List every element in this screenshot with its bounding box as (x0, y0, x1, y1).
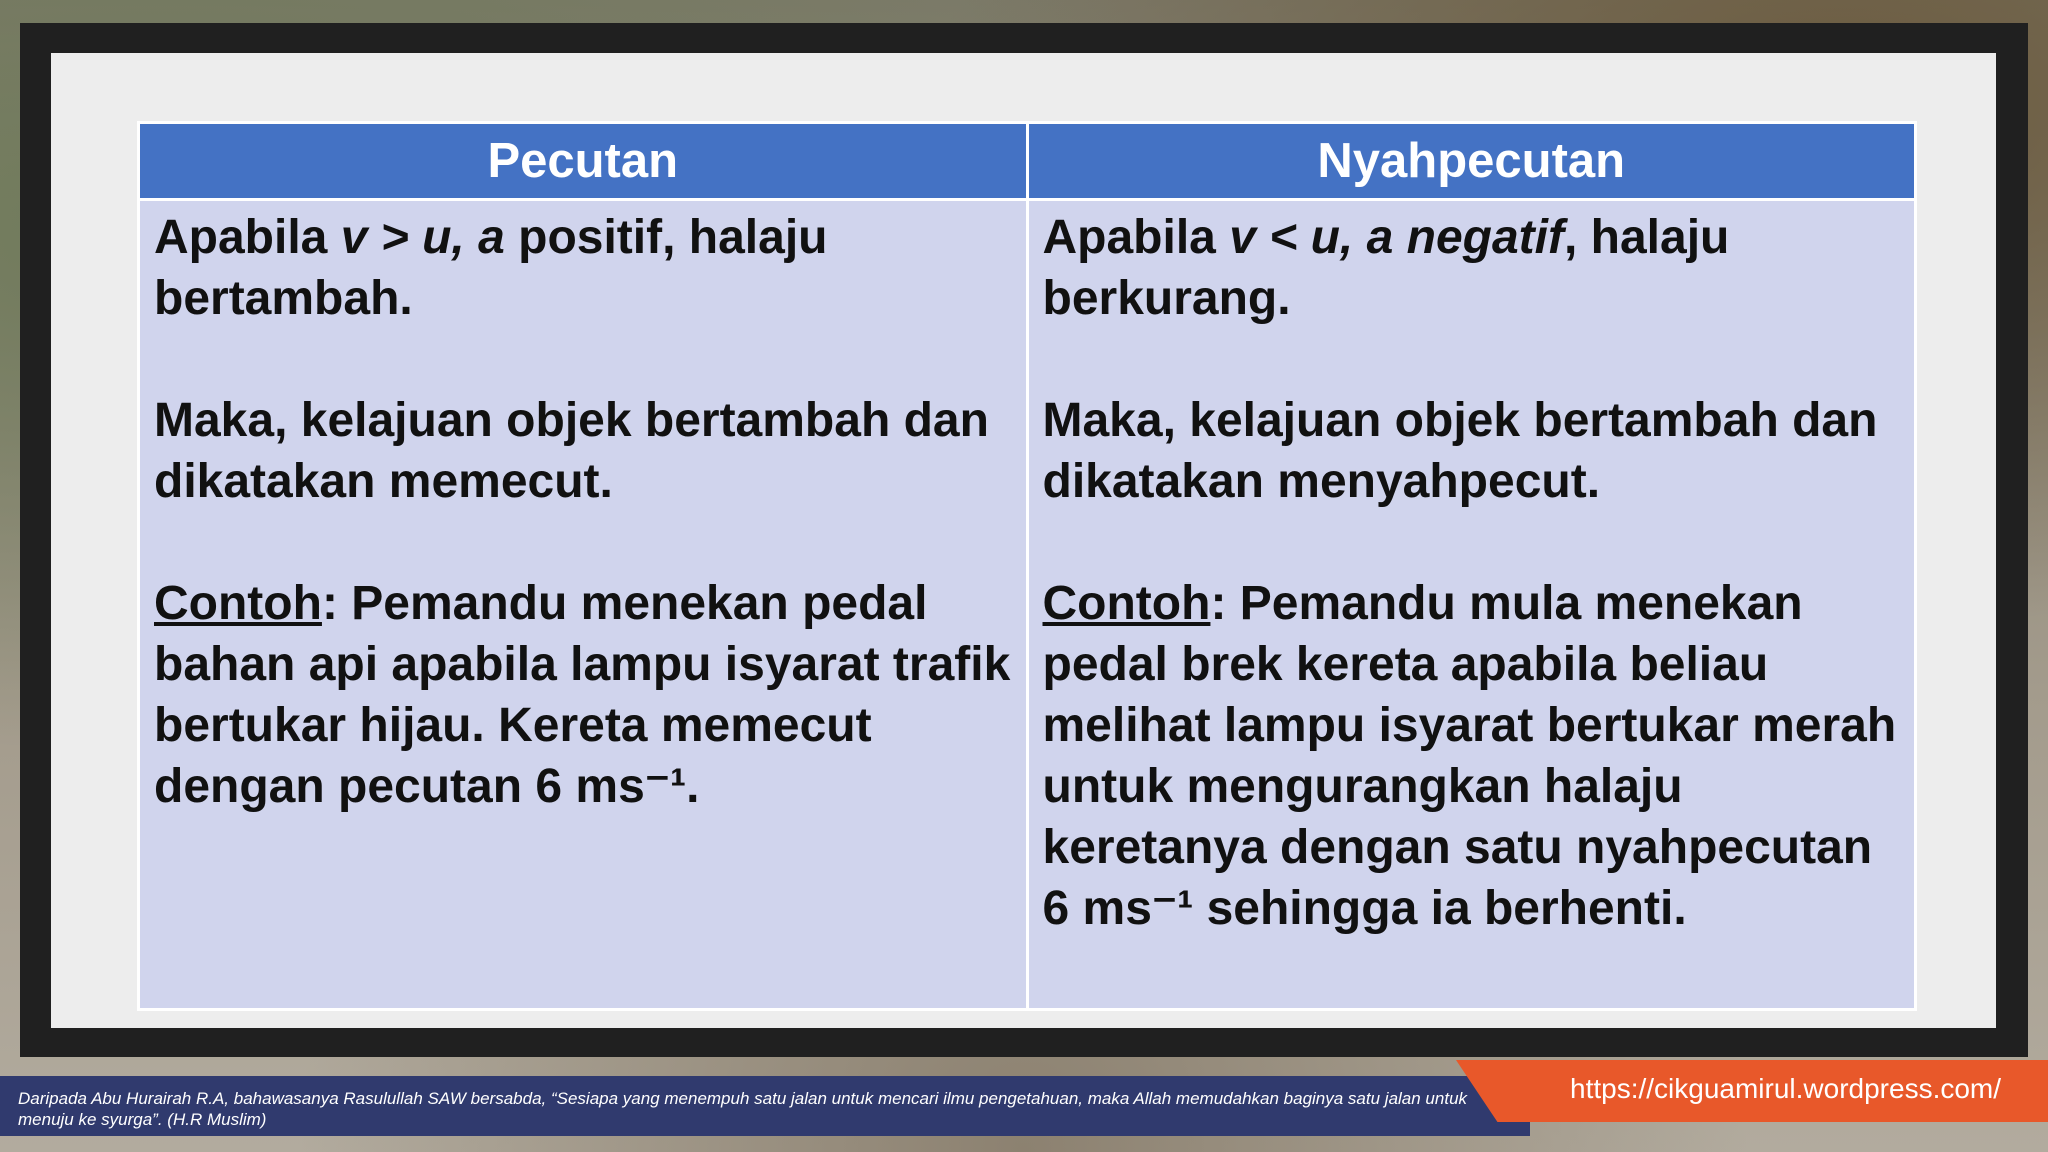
condition-formula: v < u, a negatif (1229, 211, 1564, 264)
conclusion-text: Maka, kelajuan objek bertambah dan dikatakan memecut. (154, 394, 989, 508)
example-label: Contoh (154, 577, 322, 630)
condition-text (154, 207, 1012, 329)
condition-prefix: Apabila (154, 211, 341, 264)
table-row (139, 200, 1916, 1010)
header-pecutan: Pecutan (139, 123, 1028, 200)
header-nyahpecutan: Nyahpecutan (1027, 123, 1916, 200)
footer-url-link[interactable]: https://cikguamirul.wordpress.com/ (1570, 1073, 2002, 1104)
condition-prefix: Apabila (1042, 211, 1230, 264)
example-body: : Pemandu menekan pedal bahan api apabila lampu isyarat trafik bertukar hijau. Kereta memecut dengan pecutan 6 ms⁻¹. (154, 577, 1011, 813)
cell-nyahpecutan (1027, 200, 1916, 1010)
conclusion-text: Maka, kelajuan objek bertambah dan dikatakan menyahpecut. (1042, 394, 1878, 508)
condition-formula: v > u, a (340, 211, 505, 264)
example-text (154, 573, 1012, 817)
condition-suffix: positif, halaju bertambah. (154, 211, 828, 325)
cell-pecutan (139, 200, 1028, 1010)
table-header-row (139, 123, 1916, 200)
condition-suffix: , halaju berkurang. (1042, 211, 1730, 325)
footer-quote: Daripada Abu Hurairah R.A, bahawasanya Rasulullah SAW bersabda, “Sesiapa yang menempuh satu jalan untuk mencari ilmu pengetahuan, maka Allah memudahkan baginya satu jalan untuk menuju ke syurga”. (H.R Muslim) (18, 1089, 1468, 1129)
example-text (1043, 573, 1901, 939)
comparison-table (137, 121, 1917, 1011)
example-label: Contoh (1042, 577, 1211, 630)
condition-text (1043, 207, 1901, 329)
example-body: : Pemandu mula menekan pedal brek kereta apabila beliau melihat lampu isyarat bertukar merah untuk mengurangkan halaju keretanya dengan satu nyahpecutan 6 ms⁻¹ sehingga ia berhenti. (1042, 577, 1897, 935)
